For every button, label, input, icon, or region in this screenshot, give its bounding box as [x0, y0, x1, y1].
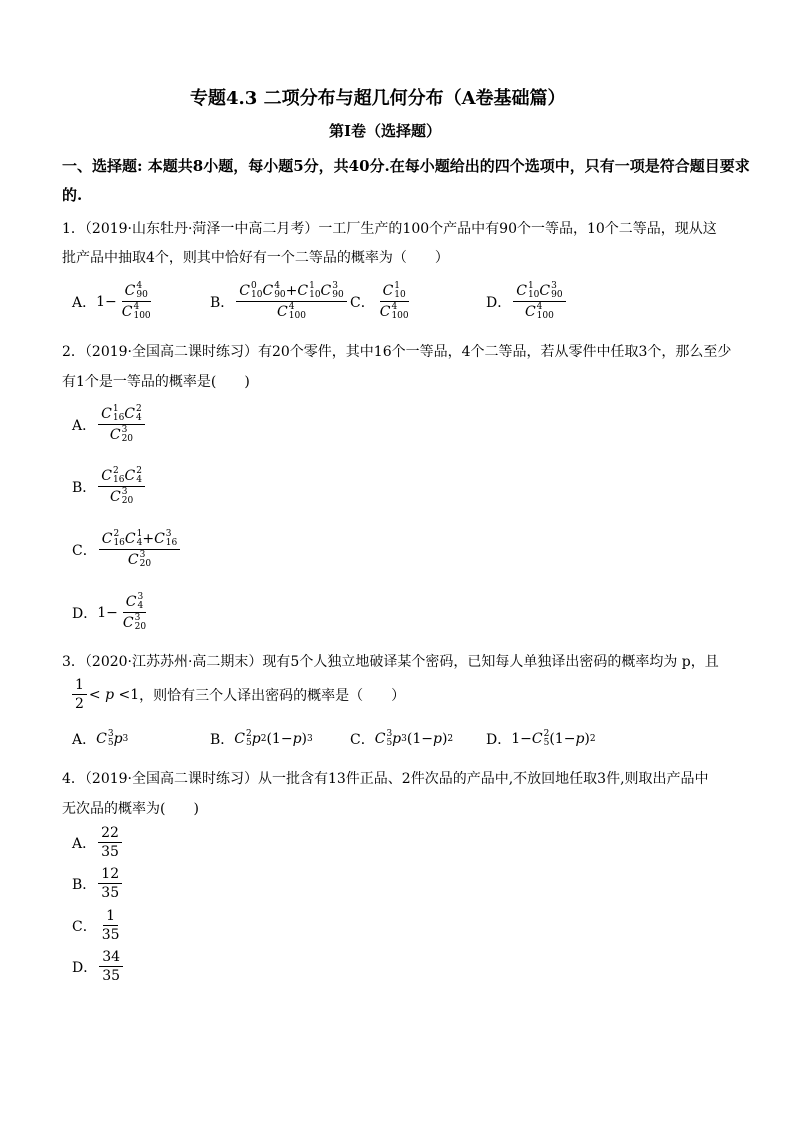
- q2-option-c: [72, 530, 182, 569]
- option-label: B．: [210, 294, 235, 311]
- volume-subtitle: 第I卷（选择题）: [329, 122, 442, 140]
- q3-stem-line2: $\frac{1}{2}$ < p <1 ，则恰有三个人译出密码的概率是（ ）: [70, 677, 405, 712]
- q2-option-b: [72, 467, 147, 506]
- q2-option-d: D． 1− C 3 4 C 3 20: [72, 593, 151, 632]
- q1-stem-line2: 批产品中抽取4个，则其中恰好有一个二等品的概率为（ ）: [62, 250, 449, 266]
- option-label: D．: [486, 732, 512, 748]
- page-title: 专题4.3 二项分布与超几何分布（A卷基础篇）: [190, 88, 566, 109]
- fraction: C 1 10 C 3 90 C 4 100: [513, 282, 565, 321]
- option-label: A．: [72, 417, 97, 434]
- q4-option-c: [72, 908, 125, 943]
- option-label: A．: [72, 294, 97, 311]
- q4-option-b: [72, 866, 124, 901]
- fraction: C 1 10 C 4 100: [379, 281, 409, 321]
- q4-option-d: [72, 949, 125, 984]
- q1-option-c: [350, 282, 414, 321]
- option-label: D．: [72, 605, 98, 622]
- q3-option-d: D． 1− C 2 5 (1− p ) 2: [486, 729, 596, 748]
- q3-stem-line2-text: ，则恰有三个人译出密码的概率是（ ）: [139, 687, 406, 704]
- fraction: $\frac{12}{35}$: [98, 866, 122, 901]
- q3-option-a: A． C 3 5 p 3: [72, 729, 129, 748]
- fraction: C 4 90 C 4 100: [121, 281, 151, 321]
- option-label: C．: [350, 294, 375, 311]
- q1-option-d: [486, 282, 568, 321]
- q2-option-a: [72, 405, 147, 444]
- option-label: D．: [72, 959, 98, 976]
- q1-stem-line1: 1．（2019·山东牡丹·菏泽一中高二月考）一工厂生产的100个产品中有90个一等品，10个二等品，现从这: [62, 221, 717, 237]
- q3-option-c: C． C 3 5 p 3 (1− p ) 2: [350, 729, 454, 748]
- fraction: C 2 16 C 1 4 +C 3 16 C 3 20: [99, 530, 181, 569]
- q2-stem-line2: 有1个是一等品的概率是( ): [62, 374, 250, 390]
- fraction: C 1 16 C 2 4 C 3 20: [98, 405, 145, 444]
- q1-option-a: [72, 282, 156, 321]
- q2-stem-line1: 2．（2019·全国高二课时练习）有20个零件，其中16个一等品，4个二等品，若从零件中任取3个，那么至少: [62, 344, 732, 360]
- q1-option-b: [210, 282, 349, 321]
- option-label: B．: [72, 479, 97, 496]
- fraction: $\frac{22}{35}$: [98, 825, 122, 860]
- option-label: B．: [72, 876, 97, 893]
- q4-stem-line2: 无次品的概率为( ): [62, 801, 199, 817]
- q4-stem-line1: 4．（2019·全国高二课时练习）从一批含有13件正品、2件次品的产品中,不放回地任取3件,则取出产品中: [62, 771, 709, 787]
- fraction: $\frac{1}{35}$: [101, 908, 120, 944]
- section-heading-line2: 的.: [62, 186, 83, 204]
- q3-option-b: B． C 2 5 p 2 (1− p ) 3: [210, 729, 313, 748]
- section-heading-line1: 一、选择题: 本题共8小题，每小题5分，共40分.在每小题给出的四个选项中，只有一项是符合题目要求: [62, 157, 750, 175]
- option-label: C．: [72, 918, 97, 935]
- fraction: $\frac{34}{35}$: [99, 949, 123, 984]
- option-label: A．: [72, 732, 97, 748]
- option-label: A．: [72, 835, 97, 852]
- q3-stem-line1: 3．（2020·江苏苏州·高二期末）现有5个人独立地破译某个密码，已知每人单独译出密码的概率均为 p，且: [62, 654, 719, 670]
- fraction-one-half: $\frac{1}{2}$: [72, 677, 87, 712]
- fraction: C 2 16 C 2 4 C 3 20: [98, 467, 145, 506]
- option-label: C．: [350, 732, 375, 748]
- formula: 1−: [96, 293, 117, 310]
- fraction: C 0 10 C 4 90 +C 1 10 C 3 90 C 4 100: [236, 282, 346, 321]
- option-label: C．: [72, 542, 97, 559]
- q4-option-a: [72, 825, 124, 860]
- option-label: D．: [486, 294, 512, 311]
- fraction: C 3 4 C 3 20: [122, 592, 147, 632]
- option-label: B．: [210, 732, 235, 748]
